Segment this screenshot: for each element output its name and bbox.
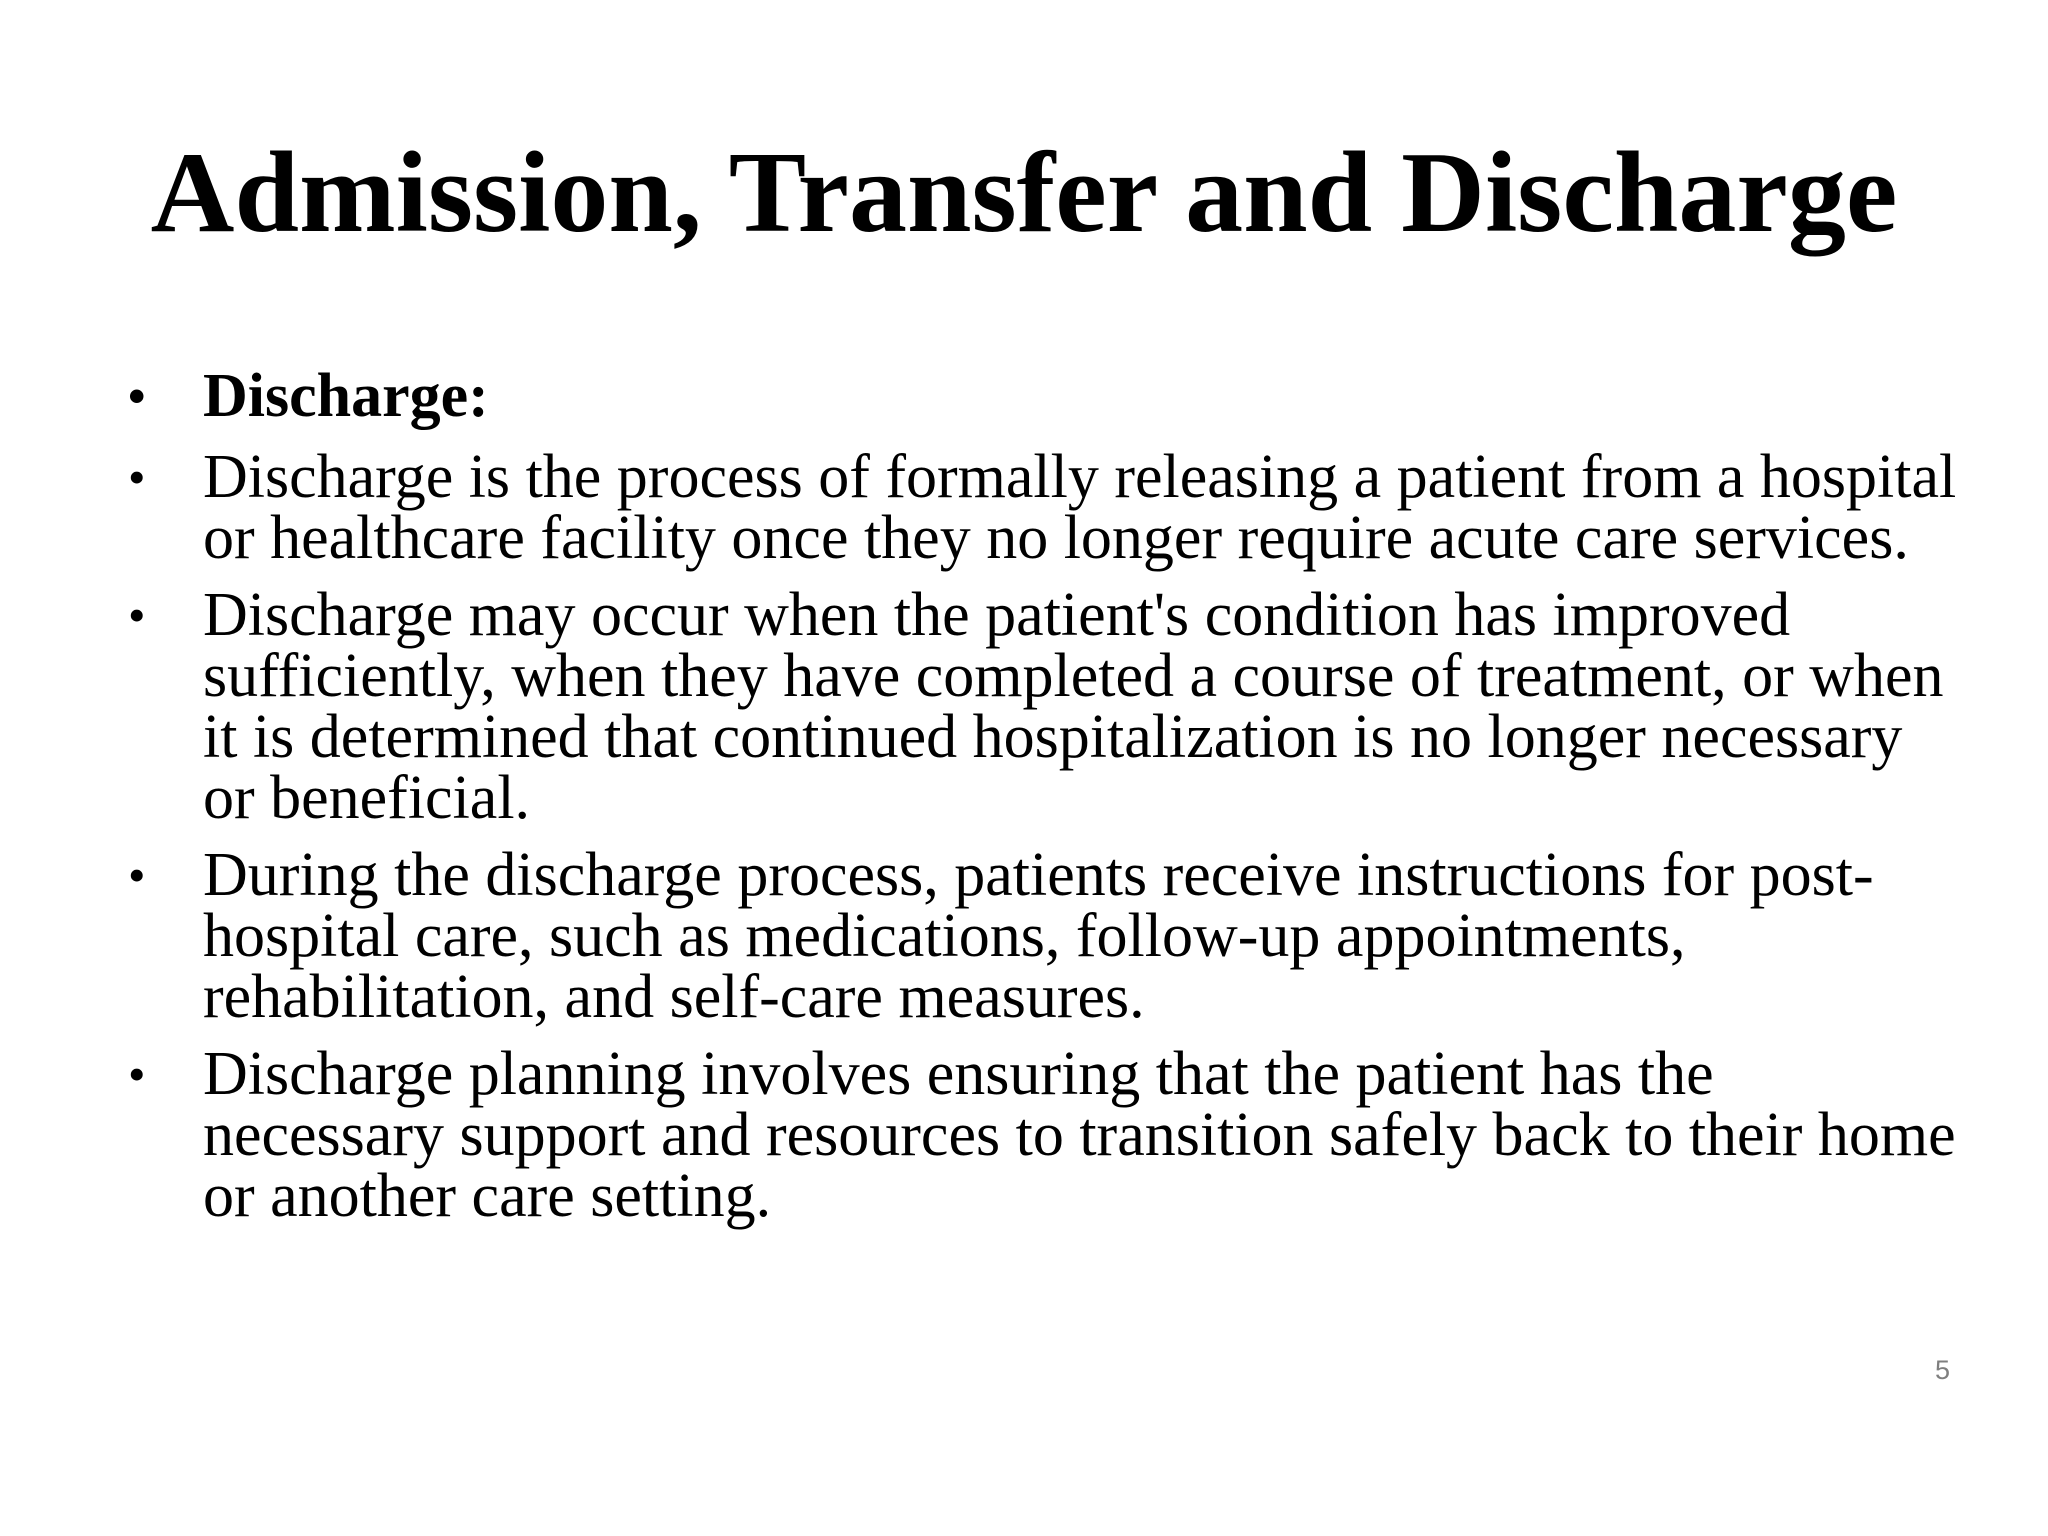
bullet-text: Discharge planning involves ensuring that the patient has the necessary support and resources to transition safely back to their home or another care setting.	[203, 1040, 1956, 1230]
bullet-item	[128, 443, 1958, 572]
slide-title: Admission, Transfer and Discharge	[150, 129, 1898, 257]
page-number: 5	[1934, 1355, 1950, 1385]
bullet-icon: •	[128, 587, 146, 643]
bullet-item	[128, 1040, 1958, 1230]
bullet-text: During the discharge process, patients receive instructions for post-hospital care, such as medications, follow-up appointments, rehabilitation, and self-care measures.	[203, 841, 1874, 1031]
bullet-list	[128, 362, 1958, 1243]
bullet-icon: •	[128, 1046, 146, 1102]
bullet-icon: •	[128, 449, 146, 505]
bullet-text: Discharge is the process of formally releasing a patient from a hospital or healthcare facility once they no longer require acute care services.	[203, 443, 1957, 572]
bullet-item-heading	[128, 362, 1958, 430]
bullet-text: Discharge may occur when the patient's condition has improved sufficiently, when they have completed a course of treatment, or when it is determined that continued hospitalization is no longer necessary or beneficial.	[203, 581, 1944, 832]
bullet-icon: •	[128, 847, 146, 903]
bullet-icon: •	[128, 368, 146, 424]
bullet-item	[128, 581, 1958, 832]
bullet-item	[128, 841, 1958, 1031]
bullet-text: Discharge:	[203, 362, 489, 430]
